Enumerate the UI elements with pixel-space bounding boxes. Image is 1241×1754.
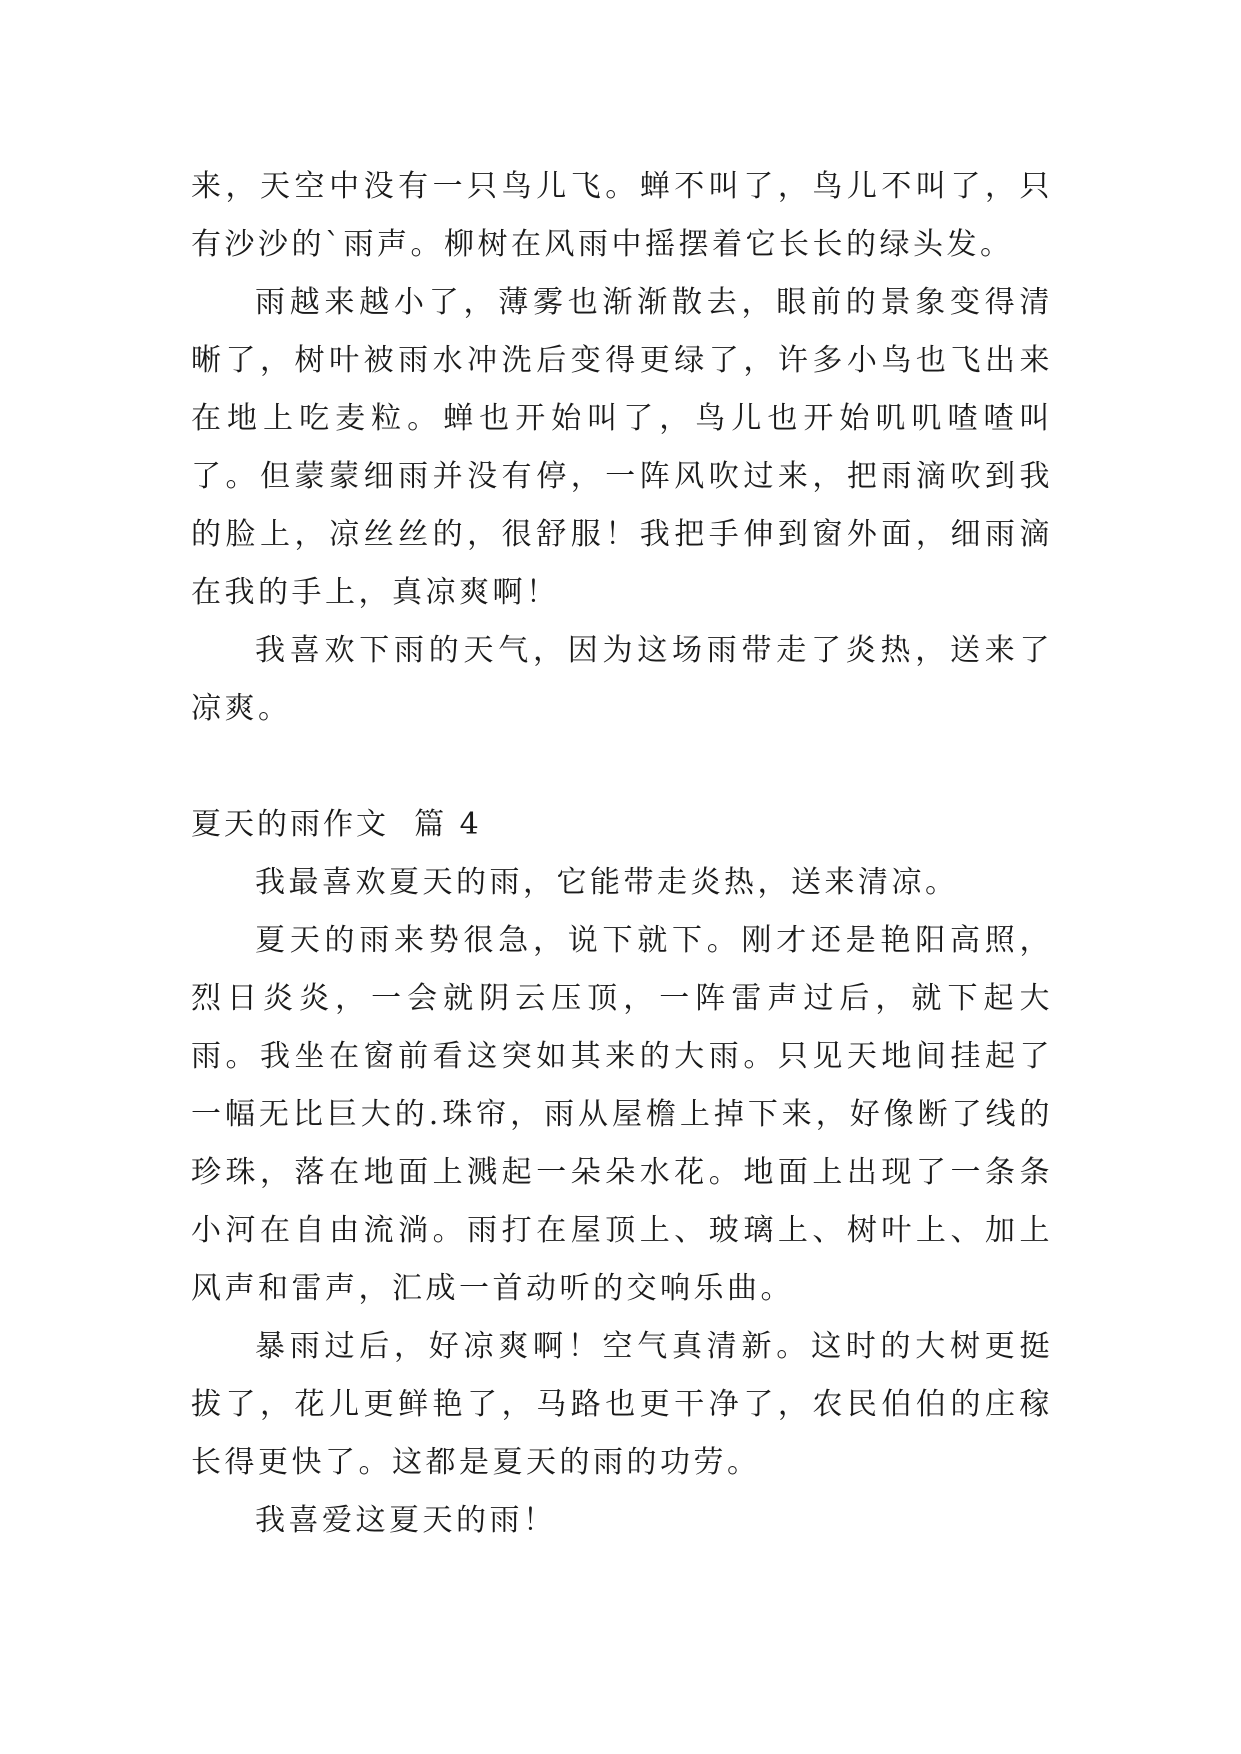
paragraph: 我喜爱这夏天的雨！ — [255, 1503, 557, 1538]
paragraph: 夏天的雨来势很急，说下就下。刚才还是艳阳高照，烈日炎炎，一会就阴云压顶，一阵雷声过后，就下起大雨。我坐在窗前看这突如其来的大雨。只见天地间挂起了一幅无比巨大的.珠帘，雨从屋檐上掉下来，好像断了线的珍珠，落在地面上溅起一朵朵水花。地面上出现了一条条小河在自由流淌。雨打在屋顶上、玻璃上、树叶上、加上风声和雷声，汇成一首动听的交响乐曲。 — [191, 923, 1053, 1306]
section-spacer — [191, 738, 1053, 796]
document-body — [191, 158, 1053, 1550]
paragraph: 暴雨过后，好凉爽啊！空气真清新。这时的大树更挺拔了，花儿更鲜艳了，马路也更干净了，农民伯伯的庄稼长得更快了。这都是夏天的雨的功劳。 — [191, 1329, 1053, 1480]
paragraph: 雨越来越小了，薄雾也渐渐散去，眼前的景象变得清晰了，树叶被雨水冲洗后变得更绿了，许多小鸟也飞出来在地上吃麦粒。蝉也开始叫了，鸟儿也开始叽叽喳喳叫了。但蒙蒙细雨并没有停，一阵风吹过来，把雨滴吹到我的脸上，凉丝丝的，很舒服！我把手伸到窗外面，细雨滴在我的手上，真凉爽啊！ — [191, 285, 1053, 610]
section-heading: 夏天的雨作文 篇 4 — [191, 807, 482, 842]
paragraph-continuation: 来，天空中没有一只鸟儿飞。蝉不叫了，鸟儿不叫了，只有沙沙的`雨声。柳树在风雨中摇摆着它长长的绿头发。 — [191, 169, 1053, 262]
paragraph: 我最喜欢夏天的雨，它能带走炎热，送来清凉。 — [255, 865, 959, 900]
paragraph: 我喜欢下雨的天气，因为这场雨带走了炎热，送来了凉爽。 — [191, 633, 1053, 726]
